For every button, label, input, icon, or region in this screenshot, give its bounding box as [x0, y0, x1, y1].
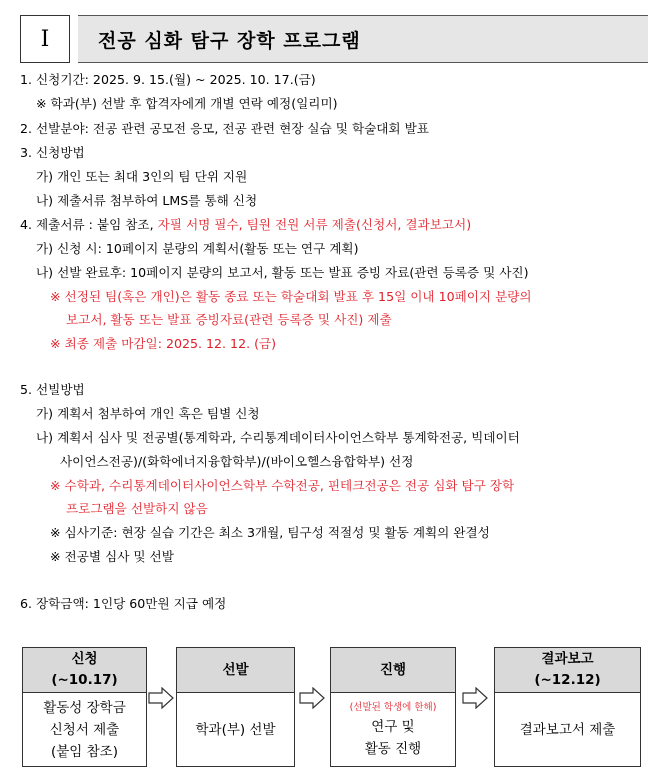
selection-note-2: ※ 심사기준: 현장 실습 기간은 최소 3개월, 팀구성 적절성 및 활동 계획의 완결성: [50, 525, 490, 540]
apply-method-heading: 3. 신청방법: [20, 145, 85, 160]
flow-step-report-line: 결과보고서 제출: [519, 721, 616, 738]
apply-period: 1. 신청기간: 2025. 9. 15.(월) ~ 2025. 10. 17.(금): [20, 72, 316, 87]
flow-arrow-icon: [148, 687, 174, 709]
apply-method-b: 나) 제출서류 첨부하여 LMS를 통해 신청: [36, 193, 258, 208]
flow-arrow-icon: [462, 687, 488, 709]
flow-step-progress-line: 활동 진행: [364, 740, 422, 757]
documents-note-2: ※ 최종 제출 마감일: 2025. 12. 12. (금): [50, 336, 277, 351]
selection-method-heading: 5. 선빌방법: [20, 382, 85, 397]
flow-step-apply-line: 활동성 장학금: [43, 699, 126, 716]
selection-method-a: 가) 계획서 첨부하여 개인 혹은 팀별 신청: [36, 406, 260, 421]
selection-note-3: ※ 전공별 심사 및 선발: [50, 549, 174, 564]
selection-fields: 2. 선발분야: 전공 관련 공모전 응모, 전공 관련 현장 실습 및 학술대회 발표: [20, 121, 429, 136]
flow-step-report-header: [495, 648, 640, 693]
documents-a: 가) 신청 시: 10페이지 분량의 계획서(활동 또는 연구 계획): [36, 241, 359, 256]
apply-method-a: 가) 개인 또는 최대 3인의 팀 단위 지원: [36, 169, 248, 184]
flow-step-select-header: [177, 648, 294, 693]
flow-step-apply-title: 신청: [71, 651, 98, 667]
flow-step-progress-note: (선발된 학생에 한해): [349, 701, 437, 713]
selection-method-b1: 나) 계획서 심사 및 전공별(통계학과, 수리통계데이터사이언스학부 통계학전공, 빅데이터: [36, 430, 520, 445]
documents-note-1a: ※ 선정된 팀(혹은 개인)은 활동 종료 또는 학술대회 발표 후 15일 이내 10페이지 분량의: [50, 289, 532, 304]
flow-step-select-content: [177, 693, 294, 766]
flow-step-apply-date: (~10.17): [51, 672, 118, 688]
flow-step-report-content: [495, 693, 640, 766]
flow-step-progress-line: 연구 및: [371, 718, 415, 735]
scholarship-amount: 6. 장학금액: 1인당 60만원 지급 예정: [20, 596, 227, 611]
flow-step-progress-content: [331, 693, 455, 766]
apply-period-note: ※ 학과(부) 선발 후 합격자에게 개별 연락 예정(일리미): [36, 96, 338, 111]
flow-step-apply-content: [23, 693, 146, 766]
section-header: [20, 15, 648, 63]
selection-note-1b: 프로그램을 선발하지 않음: [66, 501, 208, 516]
selection-method-b2: 사이언스전공)/(화학에너지융합학부)/(바이오헬스융합학부) 선정: [60, 454, 414, 469]
flow-step-select-title: 선발: [222, 661, 249, 678]
documents-heading-emphasis: 자필 서명 필수, 팀원 전원 서류 제출(신청서, 결과보고서): [157, 217, 472, 232]
flow-step-apply-line: (붙임 참조): [51, 743, 118, 760]
section-title: 전공 심화 탐구 장학 프로그램: [98, 29, 361, 52]
documents-heading-text: 4. 제출서류 : 붙임 참조,: [20, 217, 158, 232]
section-number: Ⅰ: [20, 15, 70, 63]
flow-step-progress-header: [331, 648, 455, 693]
flow-step-apply: [22, 647, 147, 767]
flow-step-progress: [330, 647, 456, 767]
section-title-bar: [78, 15, 648, 63]
flow-arrow-icon: [299, 687, 325, 709]
documents-heading: [20, 217, 471, 233]
flow-step-report: [494, 647, 641, 767]
flow-step-report-title: 결과보고: [541, 651, 594, 667]
flow-step-apply-line: 신청서 제출: [49, 721, 120, 738]
documents-note-1b: 보고서, 활동 또는 발표 증빙자료(관련 등록증 및 사진) 제출: [66, 312, 392, 327]
flow-step-report-date: (~12.12): [534, 672, 601, 688]
flow-step-apply-header: [23, 648, 146, 693]
flow-step-select-line: 학과(부) 선발: [195, 721, 276, 738]
selection-note-1a: ※ 수학과, 수리통계데이터사이언스학부 수학전공, 핀테크전공은 전공 심화 탐구 장학: [50, 478, 515, 493]
documents-b: 나) 선발 완료후: 10페이지 분량의 보고서, 활동 또는 발표 증빙 자료(관련 등록증 및 사진): [36, 265, 529, 280]
flow-step-select: [176, 647, 295, 767]
flow-step-progress-title: 진행: [379, 661, 407, 678]
